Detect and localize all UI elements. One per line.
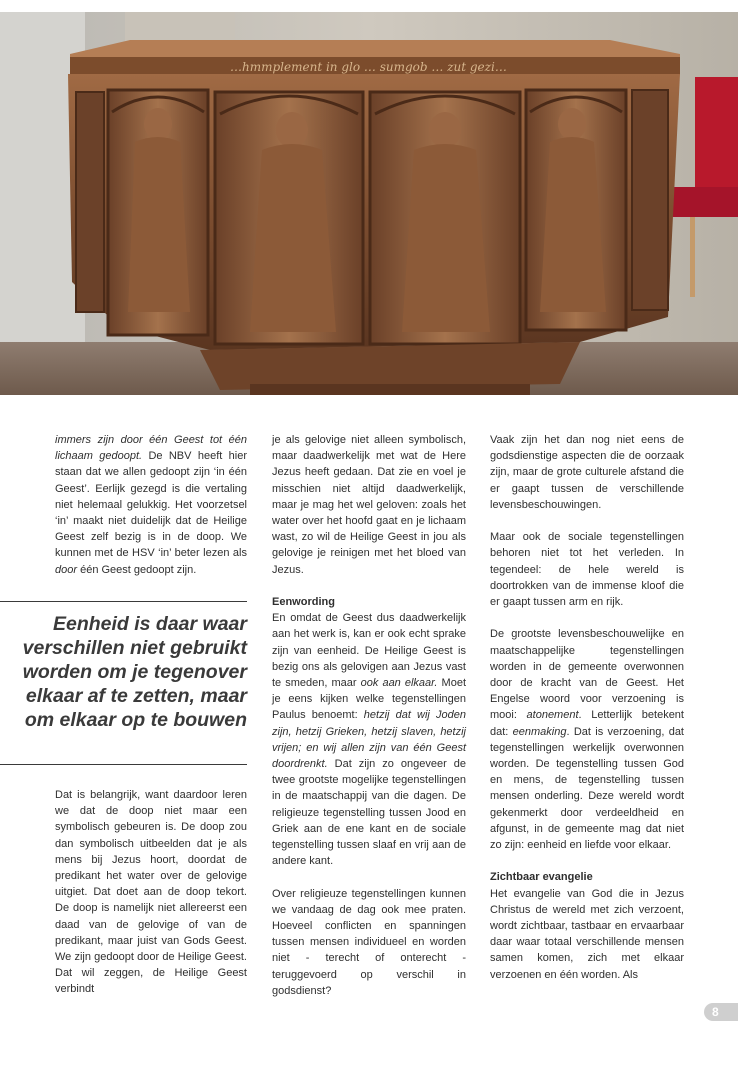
column-1-bottom xyxy=(55,787,247,998)
paragraph: Het evangelie van God die in Jezus Christus de wereld met zich verzoent, wordt zichtbaar, tastbaar en ervaarbaar daar waar totaal verschillende mensen samen komen, zich met elkaar verzoenen en één worden. Als xyxy=(490,887,684,981)
paragraph xyxy=(272,610,466,869)
italic-span: ook aan elkaar. xyxy=(360,677,438,690)
text-span: De grootste levensbeschouwelijke en maatschappelijke tegenstellingen worden in de gemeente overwonnen door de kracht van de Geest. Het Engelse woord voor verzoening is mooi: xyxy=(490,628,684,722)
page-number: 8 xyxy=(704,1003,738,1021)
column-1-top xyxy=(55,432,247,578)
paragraph xyxy=(490,626,684,853)
paragraph: Maar ook de sociale tegenstellingen behoren niet tot het verleden. In tegendeel: de hele wereld is doortrokken van de immense kloof die er gaapt tussen arm en rijk. xyxy=(490,531,684,609)
pull-quote xyxy=(0,601,247,765)
paragraph: Over religieuze tegenstellingen kunnen we vandaag de dag ook mee praten. Hoeveel conflicten en spanningen tussen mensen individueel en worden niet - terecht of onterecht - teruggevoerd op verschil in godsdienst? xyxy=(272,887,466,997)
italic-span: hetzij dat wij Joden zijn, hetzij Grieken, hetzij slaven, hetzij vrijen; en wij allen zijn van één Geest doordrenkt. xyxy=(272,709,466,771)
paragraph: je als gelovige niet alleen symbolisch, maar daadwerkelijk met wat de Here Jezus heeft gedaan. Dat zie en voel je misschien niet altijd daadwerkelijk, maar je mag het wel geloven: zoals het water over het hoofd gaat en je lichaam wast, zo wil de Heilige Geest in jou als gelovige je reinigen met het bloed van Jezus. xyxy=(272,434,466,576)
italic-span: immers zijn door één Geest tot één lichaam gedoopt. xyxy=(55,434,247,463)
italic-span: door xyxy=(55,563,78,576)
text-span: . Letterlijk betekent dat: xyxy=(490,709,684,738)
text-span: één Geest gedoopt zijn. xyxy=(77,563,197,576)
column-2 xyxy=(272,432,466,999)
text-span: Moet je eens kijken welke tegenstellingen Paulus benoemt: xyxy=(272,677,467,722)
section-heading-zichtbaar-evangelie: Zichtbaar evangelie xyxy=(490,871,593,884)
paragraph: Vaak zijn het dan nog niet eens de godsdienstige aspecten die de oorzaak zijn, maar de grote culturele afstand die er gaapt tussen de verschillende levensbeschouwingen. xyxy=(490,434,684,511)
italic-span: atonement xyxy=(526,709,579,722)
baptismal-font-photo xyxy=(0,12,738,395)
inscription: …hmmplement in glo … sumgob … zut gezi… xyxy=(230,60,507,74)
pull-quote-text: Eenheid is daar waar verschillen niet gebruikt worden om je tegenover elkaar af te zetten, maar om elkaar op te bouwen xyxy=(22,613,247,731)
italic-span: eenmaking xyxy=(512,725,567,738)
text-span: Dat zijn zo ongeveer de twee grootste mogelijke tegenstellingen in de maatschappij van die dagen. De religieuze tegenstelling tussen Jood en Griek aan de ene kant en de sociale tegenstelling tussen slaaf en vrij aan de andere kant. xyxy=(272,758,466,868)
paragraph: Dat is belangrijk, want daardoor leren we dat de doop niet maar een symbolisch gebeuren is. De doop zou dan symbolisch uitbeelden dat je als mens bij Jezus hoort, doordat de predikant het water over de gelovige uitgiet. Dat doet aan de doop tekort. De doop is namelijk niet allereerst een daad van de gelovige of van de predikant, maar juist van Gods Geest. We zijn gedoopt door de Heilige Geest. Dat wil zeggen, de Heilige Geest verbindt xyxy=(55,789,247,996)
text-span: . Dat is verzoening, dat tegenstellingen werkelijk overwonnen worden. De tegenstelling tussen God en mens, de tegenstelling tussen mensen onderling. Deze wereld wordt gekenmerkt door verdeeldheid en afgunst, in de gemeente mag dat niet zo zijn: eenheid en liefde voor elkaar. xyxy=(490,725,684,852)
section-heading-eenwording: Eenwording xyxy=(272,596,335,609)
paragraph xyxy=(55,432,247,578)
text-span: De NBV heeft hier staan dat we allen gedoopt zijn ‘in één Geest’. Eerlijk gezegd is die vertaling niet helemaal gelukkig. Het voorzetsel ‘in’ maakt niet duidelijk dat de Heilige Geest zelf bezig is in de doop. We kunnen met de HSV ‘in’ beter lezen als xyxy=(55,450,248,560)
column-3 xyxy=(490,432,684,983)
text-span: En omdat de Geest dus daadwerkelijk aan het werk is, kan er ook echt sprake zijn van eenheid. De Heilige Geest is bezig ons als gelovigen aan Jezus vast te smeden, maar xyxy=(272,612,466,690)
carved-panels xyxy=(76,90,668,344)
